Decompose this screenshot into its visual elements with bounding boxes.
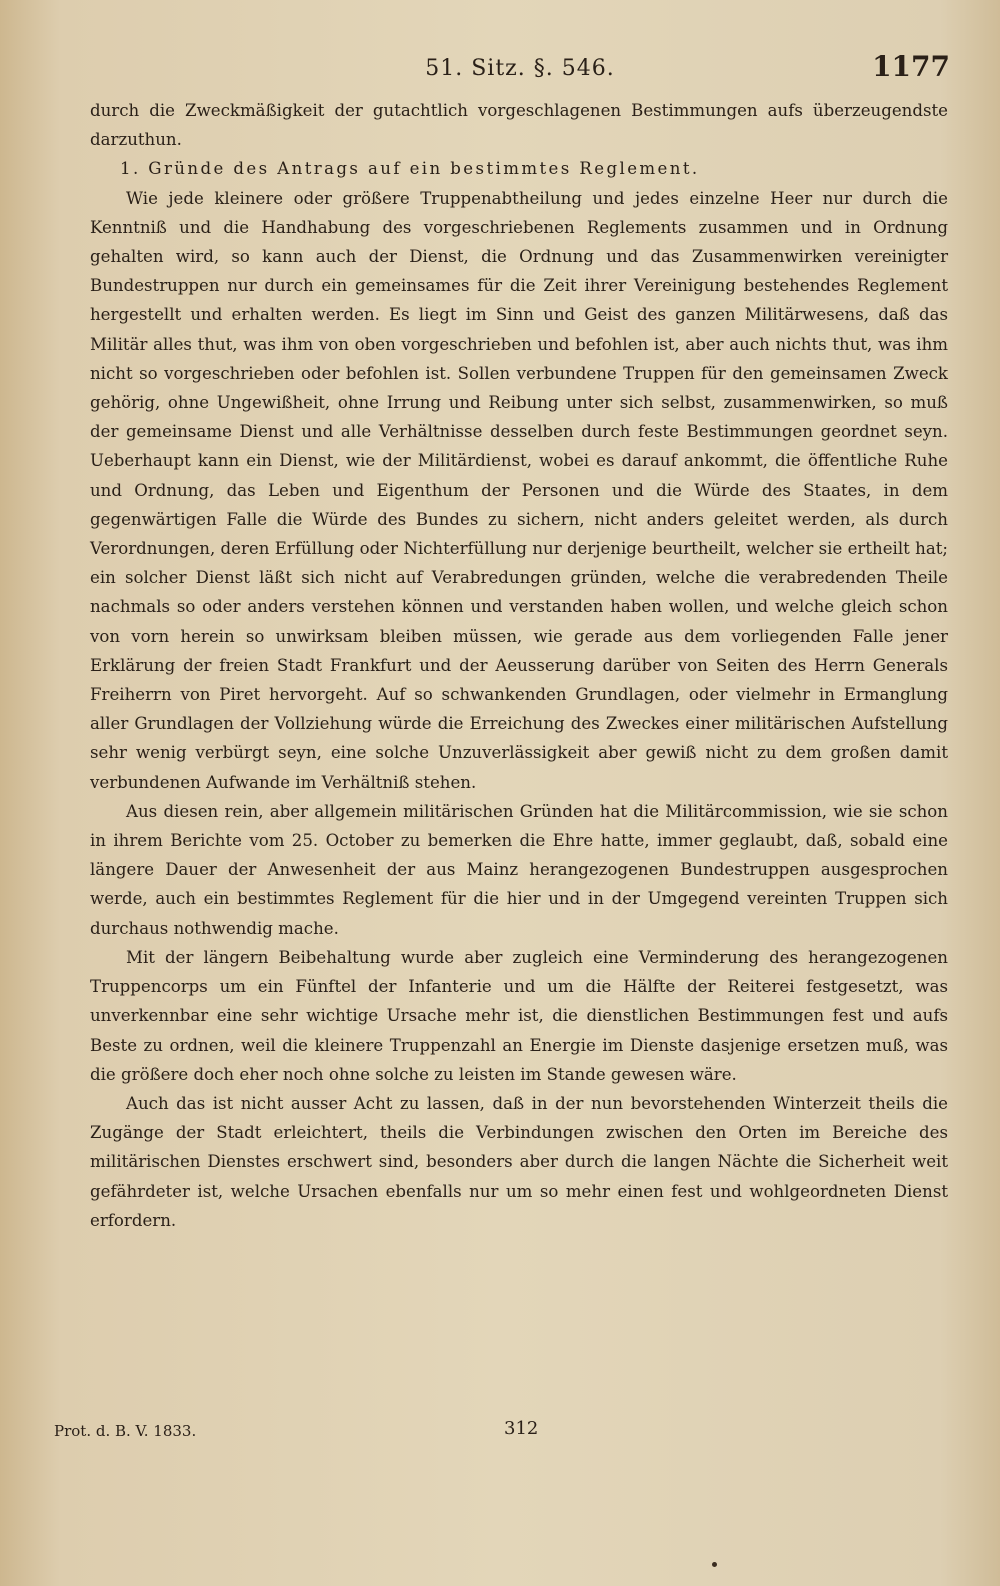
sheet-number: 312 <box>504 1418 539 1439</box>
page-header <box>90 50 950 90</box>
ink-dot <box>712 1562 717 1567</box>
body-text <box>90 96 948 1235</box>
paragraph-1: Wie jede kleinere oder größere Truppenabtheilung und jedes einzelne Heer nur durch die Kenntniß und die Handhabung des vorgeschriebenen Reglements zusammen und in Ordnung gehalten wird, so kann auch der Dienst, die Ordnung und das Zusammenwirken vereinigter Bundestruppen nur durch ein gemeinsames für die Zeit ihrer Vereinigung bestehendes Reglement hergestellt und erhalten werden. Es liegt im Sinn und Geist des ganzen Militärwesens, daß das Militär alles thut, was ihm von oben vorgeschrieben und befohlen ist, aber auch nichts thut, was ihm nicht so vorgeschrieben oder befohlen ist. Sollen verbundene Truppen für den gemeinsamen Zweck gehörig, ohne Ungewißheit, ohne Irrung und Reibung unter sich selbst, zusammenwirken, so muß der gemeinsame Dienst und alle Verhältnisse desselben durch feste Bestimmungen geordnet seyn. Ueberhaupt kann ein Dienst, wie der Militärdienst, wobei es darauf ankommt, die öffentliche Ruhe und Ordnung, das Leben und Eigenthum der Personen und die Würde des Staates, in dem gegenwärtigen Falle die Würde des Bundes zu sichern, nicht anders geleitet werden, als durch Verordnungen, deren Erfüllung oder Nichterfüllung nur derjenige beurtheilt, welcher sie ertheilt hat; ein solcher Dienst läßt sich nicht auf Verabredungen gründen, welche die verabredenden Theile nachmals so oder anders verstehen können und verstanden haben wollen, und welche gleich schon von vorn herein so unwirksam bleiben müssen, wie gerade aus dem vorliegenden Falle jener Erklärung der freien Stadt Frankfurt und der Aeusserung darüber von Seiten des Herrn Generals Freiherrn von Piret hervorgeht. Auf so schwankenden Grundlagen, oder vielmehr in Ermanglung aller Grundlagen der Vollziehung würde die Erreichung des Zweckes einer militärischen Aufstellung sehr wenig verbürgt seyn, eine solche Unzuverlässigkeit aber gewiß nicht zu dem großen damit verbundenen Aufwande im Verhältniß stehen. <box>90 188 948 792</box>
page-footer <box>54 1418 914 1448</box>
paragraph-2: Aus diesen rein, aber allgemein militärischen Gründen hat die Militärcommission, wie sie schon in ihrem Berichte vom 25. October zu bemerken die Ehre hatte, immer geglaubt, daß, sobald eine längere Dauer der Anwesenheit der aus Mainz herangezogenen Bundestruppen ausgesprochen werde, auch ein bestimmtes Reglement für die hier und in der Umgegend vereinten Truppen sich durchaus nothwendig mache. <box>90 801 948 938</box>
paragraph-4: Auch das ist nicht ausser Acht zu lassen, daß in der nun bevorstehenden Winterzeit theils die Zugänge der Stadt erleichtert, theils die Verbindungen zwischen den Orten im Bereiche des militärischen Dienstes erschwert sind, besonders aber durch die langen Nächte die Sicherheit weit gefährdeter ist, welche Ursachen ebenfalls nur um so mehr einen fest und wohlgeordneten Dienst erfordern. <box>90 1093 948 1230</box>
paragraph-3: Mit der längern Beibehaltung wurde aber zugleich eine Verminderung des herangezogenen Truppencorps um ein Fünftel der Infanterie und um die Hälfte der Reiterei festgesetzt, was unverkennbar eine sehr wichtige Ursache mehr ist, die dienstlichen Bestimmungen fest und aufs Beste zu ordnen, weil die kleinere Truppenzahl an Energie im Dienste dasjenige ersetzen muß, was die größere doch eher noch ohne solche zu leisten im Stande gewesen wäre. <box>90 947 948 1084</box>
section-heading: 1. Gründe des Antrags auf ein bestimmtes Reglement. <box>120 159 700 179</box>
page-number: 1177 <box>872 50 950 83</box>
signature-mark: Prot. d. B. V. 1833. <box>54 1422 197 1440</box>
lead-paragraph: durch die Zweckmäßigkeit der gutachtlich vorgeschlagenen Bestimmungen aufs überzeugendste darzuthun. <box>90 101 948 150</box>
running-head: 51. Sitz. §. 546. <box>425 56 615 81</box>
